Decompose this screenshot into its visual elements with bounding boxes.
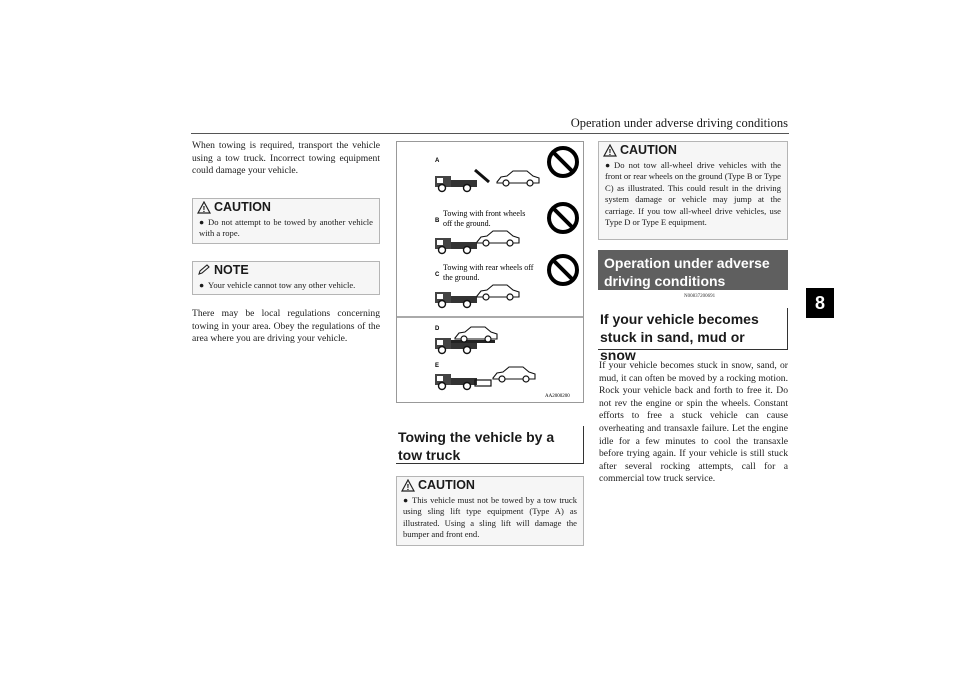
chapter-tab: 8 bbox=[806, 288, 834, 318]
note-label: NOTE bbox=[214, 263, 249, 277]
towing-diagram bbox=[397, 142, 583, 402]
svg-text:!: ! bbox=[608, 147, 612, 157]
caution-heading bbox=[193, 199, 379, 215]
towed-car-b bbox=[477, 231, 519, 246]
towing-heading: Towing the vehicle by a tow truck bbox=[396, 426, 584, 464]
regulations-paragraph: There may be local regulations concerning towing in your area. Obey the regulations of the area where you are driving your vehicle. bbox=[192, 308, 380, 345]
note-heading bbox=[193, 262, 379, 278]
intro-paragraph: When towing is required, transport the vehicle using a tow truck. Incorrect towing equipment could damage your vehicle. bbox=[192, 140, 380, 177]
label-e: E bbox=[435, 363, 440, 369]
caution-heading bbox=[599, 142, 787, 158]
caution-awd-text: Do not tow all-wheel drive vehicles with the front or rear wheels on the ground (Type B or Type C) as illustrated. This could result in the driving system damage or vehicle may jump at the carriage. If you tow all-wheel drive vehicles, use Type D or Type E equipment. bbox=[605, 160, 781, 228]
caption-c-line1: Towing with rear wheels off bbox=[443, 263, 534, 272]
note-text bbox=[193, 278, 379, 295]
tow-truck-e bbox=[435, 374, 491, 390]
prohibited-icon bbox=[549, 256, 577, 284]
bullet-icon: ● bbox=[605, 160, 611, 170]
stuck-subheading: If your vehicle becomes stuck in sand, mud or snow bbox=[598, 308, 788, 350]
warning-triangle-icon bbox=[197, 201, 211, 214]
towed-car-e bbox=[493, 367, 535, 382]
caution-rope-text: Do not attempt to be towed by another vehicle with a rope. bbox=[199, 217, 373, 239]
tow-truck-b bbox=[435, 238, 477, 254]
caution-heading bbox=[397, 477, 583, 493]
carried-car-d bbox=[455, 327, 497, 342]
note-box bbox=[192, 261, 380, 295]
warning-triangle-icon bbox=[401, 479, 415, 492]
label-a: A bbox=[435, 158, 440, 164]
running-header-title: Operation under adverse driving conditions bbox=[570, 116, 788, 130]
caution-box-awd bbox=[598, 141, 788, 240]
caption-b-line1: Towing with front wheels bbox=[443, 209, 526, 218]
towed-car-c bbox=[477, 285, 519, 300]
towed-car-a bbox=[497, 171, 539, 186]
prohibited-icon bbox=[549, 204, 577, 232]
caution-label: CAUTION bbox=[620, 143, 677, 157]
section-heading: Operation under adverse driving conditions bbox=[598, 250, 788, 290]
illustration-code: AA2000200 bbox=[545, 394, 570, 399]
caption-c-line2: the ground. bbox=[443, 273, 480, 282]
bullet-icon: ● bbox=[199, 217, 205, 227]
prohibited-icon bbox=[549, 148, 577, 176]
bullet-icon: ● bbox=[403, 495, 409, 505]
caution-sling-text: This vehicle must not be towed by a tow truck using sling lift type equipment (Type A) as illustrated. Using a sling lift will damage the bumper and front end. bbox=[403, 495, 577, 540]
header-rule bbox=[191, 133, 789, 134]
label-d: D bbox=[435, 326, 440, 332]
caution-box-sling bbox=[396, 476, 584, 546]
caution-text bbox=[599, 158, 787, 232]
towing-illustration bbox=[396, 141, 584, 403]
caption-b-line2: off the ground. bbox=[443, 219, 491, 228]
label-c: C bbox=[435, 272, 440, 278]
tow-truck-c bbox=[435, 292, 477, 308]
caution-label: CAUTION bbox=[214, 200, 271, 214]
svg-text:!: ! bbox=[202, 204, 206, 214]
warning-triangle-icon bbox=[603, 144, 617, 157]
caution-text bbox=[193, 215, 379, 244]
pencil-note-icon bbox=[197, 264, 211, 276]
tow-truck-a bbox=[435, 170, 489, 192]
stuck-paragraph: If your vehicle becomes stuck in snow, sand, or mud, it can often be moved by a rocking motion. Rock your vehicle back and forth to free it. Do not rev the engine or spin the wheels. Constant efforts to free a stuck vehicle can cause overheating and transaxle failure. Let the engine idle for a few minutes to cool the transaxle before trying again. If your vehicle is still stuck after several rocking attempts, call for a commercial tow truck service. bbox=[599, 360, 788, 485]
caution-box-rope bbox=[192, 198, 380, 244]
label-b: B bbox=[435, 218, 440, 224]
caution-label: CAUTION bbox=[418, 478, 475, 492]
caution-text bbox=[397, 493, 583, 545]
note-content: Your vehicle cannot tow any other vehicle. bbox=[208, 280, 356, 290]
bullet-icon: ● bbox=[199, 280, 205, 290]
reference-code: N00837200691 bbox=[684, 294, 716, 299]
svg-text:!: ! bbox=[406, 482, 410, 492]
